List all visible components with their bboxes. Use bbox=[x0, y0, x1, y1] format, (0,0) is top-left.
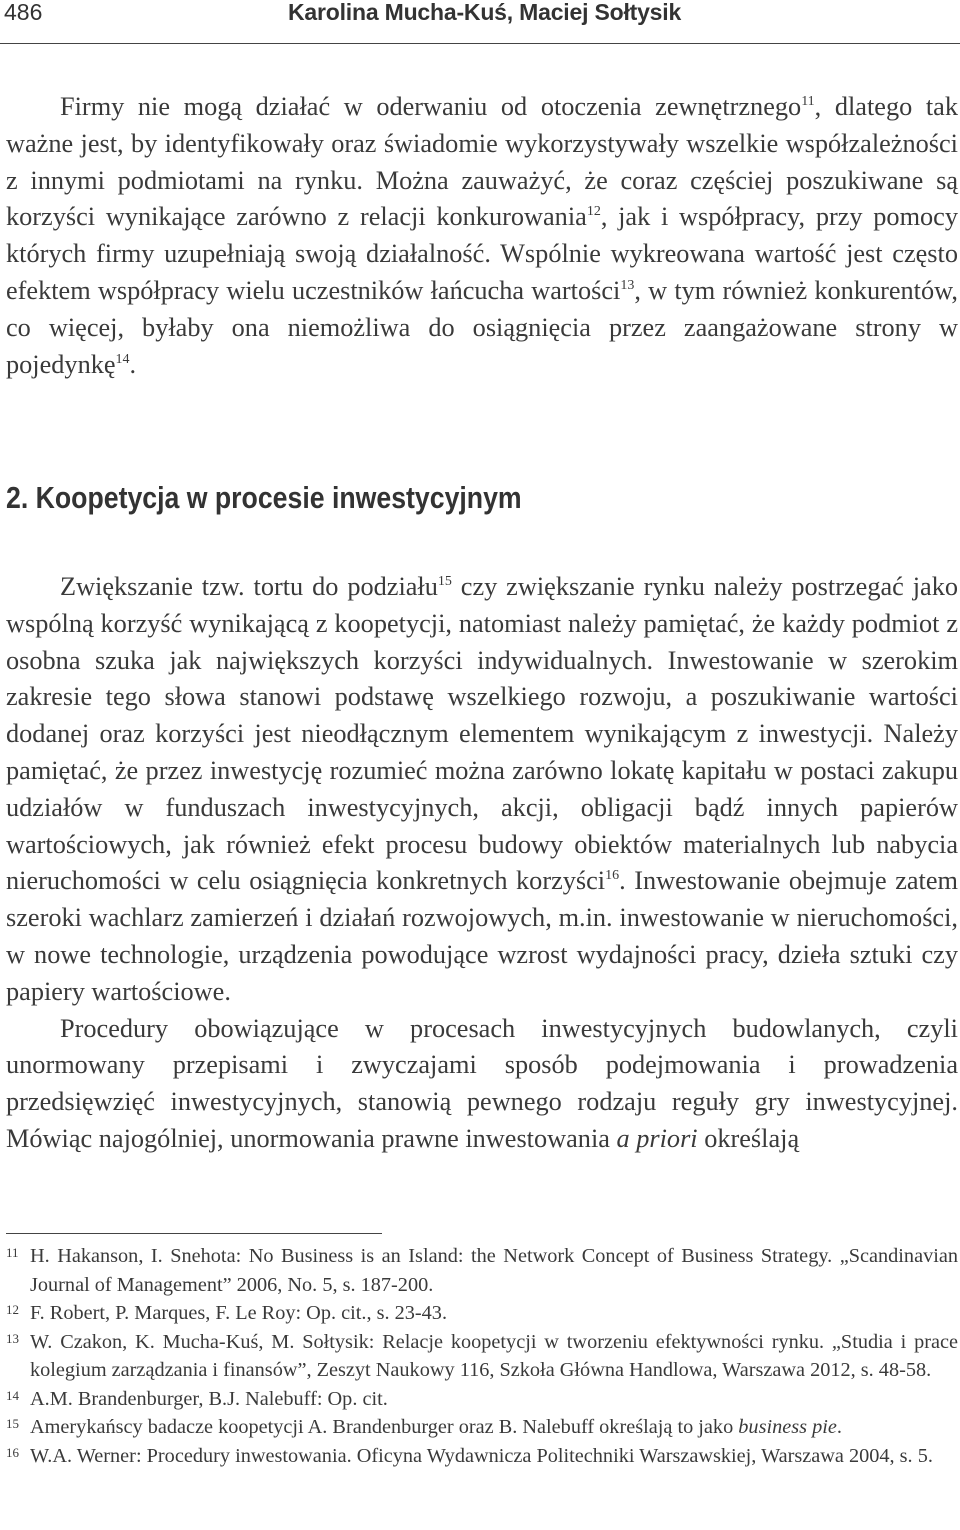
footnote-number: 14 bbox=[6, 1387, 19, 1403]
body-section-intro bbox=[6, 89, 958, 383]
footnote bbox=[6, 1385, 958, 1414]
footnote-ref-11[interactable]: 11 bbox=[801, 94, 815, 109]
page-header bbox=[0, 0, 960, 40]
page-number: 486 bbox=[4, 0, 43, 25]
footnote-number: 13 bbox=[6, 1330, 19, 1346]
paragraph-3: Procedury obowiązujące w procesach inwestycyjnych budowlanych, czyli unormowany przepisami i zwyczajami sposób podejmowania i prowadzenia przedsięwzięć inwestycyjnych, stanowią pewnego rodzaju reguły gry inwestycyjnej. Mówiąc najogólniej, unormowania prawne inwestowania a priori określają bbox=[6, 1013, 958, 1153]
footnote-ref-14[interactable]: 14 bbox=[115, 351, 130, 367]
footnote-ref-16[interactable]: 16 bbox=[605, 868, 620, 884]
footnote-separator bbox=[6, 1233, 382, 1234]
footnote-text: A.M. Brandenburger, B.J. Nalebuff: Op. cit. bbox=[30, 1387, 388, 1410]
paragraph-2: Zwiększanie tzw. tortu do podziału$^{15}$ czy zwiększanie rynku należy postrzegać jako wspólną korzyść wynikającą z koopetycji, natomiast należy pamiętać, że każdy podmiot z osobna szuka jak największych korzyści indywidualnych. Inwestowanie w szerokim zakresie tego słowa stanowi podstawę wszelkiego rozwoju, a poszukiwanie wartości dodanej oraz korzyści jest nieodłącznym elementem wynikającym z inwestycji. Należy pamiętać, że przez inwestycję rozumieć można zarówno lokatę kapitału w postaci zakupu udziałów w funduszach inwestycyjnych, akcji, obligacji bądź innych papierów wartościowych, jak również efekt procesu budowy obiektów materialnych lub nabycia nieruchomości w celu osiągnięcia konkretnych korzyści$^{16}$. Inwestowanie obejmuje zatem szeroki wachlarz zamierzeń i działań rozwojowych, m.in. inwestowanie w nieruchomości, w nowe technologie, urządzenia powodujące wzrost wydajności pracy, dzieła sztuki czy papiery wartościowe. bbox=[6, 572, 958, 1006]
footnote-number: 11 bbox=[6, 1245, 19, 1260]
footnote-ref-13[interactable]: 13 bbox=[620, 277, 635, 293]
footnote-ref-12[interactable]: 12 bbox=[586, 204, 601, 220]
footnote-text: F. Robert, P. Marques, F. Le Roy: Op. cit., s. 23-43. bbox=[30, 1302, 448, 1324]
footnote-text: H. Hakanson, I. Snehota: No Business is an Island: the Network Concept of Business Strategy. „Scandinavian Journal of Management” 2006, No. 5, s. 187-200. bbox=[30, 1245, 958, 1296]
footnote-number: 15 bbox=[6, 1416, 19, 1431]
section-heading: 2. Koopetycja w procesie inwestycyjnym bbox=[6, 480, 522, 515]
footnotes bbox=[6, 1242, 958, 1470]
running-head: Karolina Mucha-Kuś, Maciej Sołtysik bbox=[288, 0, 682, 25]
footnote-ref-15[interactable]: 15 bbox=[437, 574, 452, 589]
footnote-text: W. Czakon, K. Mucha-Kuś, M. Sołtysik: Relacje koopetycji w tworzeniu efektywności rynku. „Studia i prace kolegium zarządzania i finansów”, Zeszyt Naukowy 116, Szkoła Główna Handlowa, Warszawa 2012, s. 48-58. bbox=[30, 1330, 958, 1381]
footnote bbox=[6, 1413, 958, 1442]
footnote bbox=[6, 1242, 958, 1299]
footnote-number: 16 bbox=[6, 1444, 19, 1460]
footnote bbox=[6, 1442, 958, 1471]
footnote-number: 12 bbox=[6, 1302, 19, 1317]
header-rule bbox=[0, 43, 960, 44]
footnote-text: W.A. Werner: Procedury inwestowania. Oficyna Wydawnicza Politechniki Warszawskiej, Warszawa 2004, s. 5. bbox=[30, 1444, 933, 1467]
footnote-text: Amerykańscy badacze koopetycji A. Brandenburger oraz B. Nalebuff określają to jako business pie. bbox=[30, 1416, 842, 1438]
paragraph-1: Firmy nie mogą działać w oderwaniu od otoczenia zewnętrznego$^{11}$, dlatego tak ważne jest, by identyfikowały oraz świadomie wykorzystywały wszelkie współzależności z innymi podmiotami na rynku. Można zauważyć, że coraz częściej poszukiwane są korzyści wynikające zarówno z relacji konkurowania$^{12}$, jak i współpracy, przy pomocy których firmy uzupełniają swoją działalność. Wspólnie wykreowana wartość jest często efektem współpracy wielu uczestników łańcucha wartości$^{13}$, w tym również konkurentów, co więcej, byłaby ona niemożliwa do osiągnięcia przez zaangażowane strony w pojedynkę$^{14}$. bbox=[6, 92, 959, 379]
footnote bbox=[6, 1328, 958, 1385]
body-section-main bbox=[6, 569, 958, 1158]
footnote bbox=[6, 1299, 958, 1328]
